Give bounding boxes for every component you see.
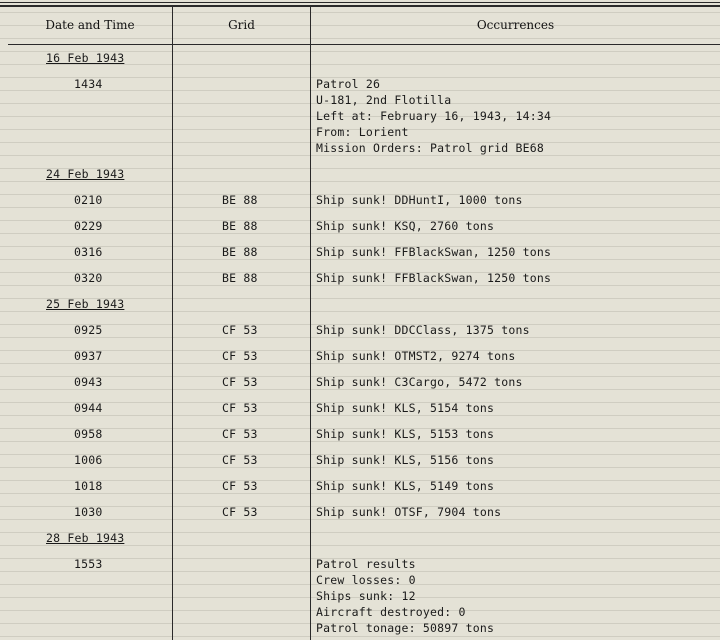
log-time: 0320 [74, 271, 103, 285]
log-grid: CF 53 [222, 375, 258, 389]
log-time: 1030 [74, 505, 103, 519]
log-occurrence: Mission Orders: Patrol grid BE68 [316, 141, 544, 155]
log-grid: BE 88 [222, 219, 258, 233]
log-occurrence: From: Lorient [316, 125, 409, 139]
log-time: 0937 [74, 349, 103, 363]
log-occurrence: U-181, 2nd Flotilla [316, 93, 452, 107]
log-occurrence: Ships sunk: 12 [316, 589, 416, 603]
column-divider-grid [172, 6, 173, 640]
log-grid: CF 53 [222, 323, 258, 337]
log-occurrence: Aircraft destroyed: 0 [316, 605, 466, 619]
log-time: 0958 [74, 427, 103, 441]
log-time: 1018 [74, 479, 103, 493]
header-grid: Grid [228, 18, 255, 32]
log-time: 1434 [74, 77, 103, 91]
log-occurrence: Ship sunk! OTSF, 7904 tons [316, 505, 502, 519]
log-grid: CF 53 [222, 479, 258, 493]
log-occurrence: Patrol tonage: 50897 tons [316, 621, 495, 635]
log-grid: BE 88 [222, 245, 258, 259]
log-grid: CF 53 [222, 505, 258, 519]
log-time: 1553 [74, 557, 103, 571]
header-date-time: Date and Time [45, 18, 135, 32]
log-occurrence: Ship sunk! DDHuntI, 1000 tons [316, 193, 523, 207]
log-grid: CF 53 [222, 349, 258, 363]
log-grid: BE 88 [222, 271, 258, 285]
log-occurrence: Left at: February 16, 1943, 14:34 [316, 109, 552, 123]
log-occurrence: Ship sunk! KLS, 5156 tons [316, 453, 495, 467]
log-occurrence: Ship sunk! KLS, 5154 tons [316, 401, 495, 415]
log-header [0, 7, 720, 44]
log-occurrence: Ship sunk! KLS, 5153 tons [316, 427, 495, 441]
log-grid: CF 53 [222, 401, 258, 415]
log-occurrence: Ship sunk! KLS, 5149 tons [316, 479, 495, 493]
log-time: 0944 [74, 401, 103, 415]
log-time: 0316 [74, 245, 103, 259]
log-date: 24 Feb 1943 [46, 167, 125, 181]
log-grid: BE 88 [222, 193, 258, 207]
log-time: 0229 [74, 219, 103, 233]
log-occurrence: Ship sunk! C3Cargo, 5472 tons [316, 375, 523, 389]
log-occurrence: Crew losses: 0 [316, 573, 416, 587]
header-underline [8, 44, 720, 45]
log-occurrence: Ship sunk! FFBlackSwan, 1250 tons [316, 271, 552, 285]
header-occurrences: Occurrences [476, 18, 555, 32]
log-time: 0943 [74, 375, 103, 389]
log-occurrence: Ship sunk! FFBlackSwan, 1250 tons [316, 245, 552, 259]
log-occurrence: Ship sunk! DDCClass, 1375 tons [316, 323, 530, 337]
log-time: 1006 [74, 453, 103, 467]
log-grid: CF 53 [222, 453, 258, 467]
log-time: 0210 [74, 193, 103, 207]
log-occurrence: Ship sunk! OTMST2, 9274 tons [316, 349, 516, 363]
log-occurrence: Patrol 26 [316, 77, 381, 91]
log-grid: CF 53 [222, 427, 258, 441]
log-time: 0925 [74, 323, 103, 337]
log-occurrence: Patrol results [316, 557, 416, 571]
log-occurrence: Ship sunk! KSQ, 2760 tons [316, 219, 495, 233]
column-divider-occurrences [310, 6, 311, 640]
log-date: 16 Feb 1943 [46, 51, 125, 65]
top-border [0, 2, 720, 3]
log-date: 28 Feb 1943 [46, 531, 125, 545]
log-date: 25 Feb 1943 [46, 297, 125, 311]
